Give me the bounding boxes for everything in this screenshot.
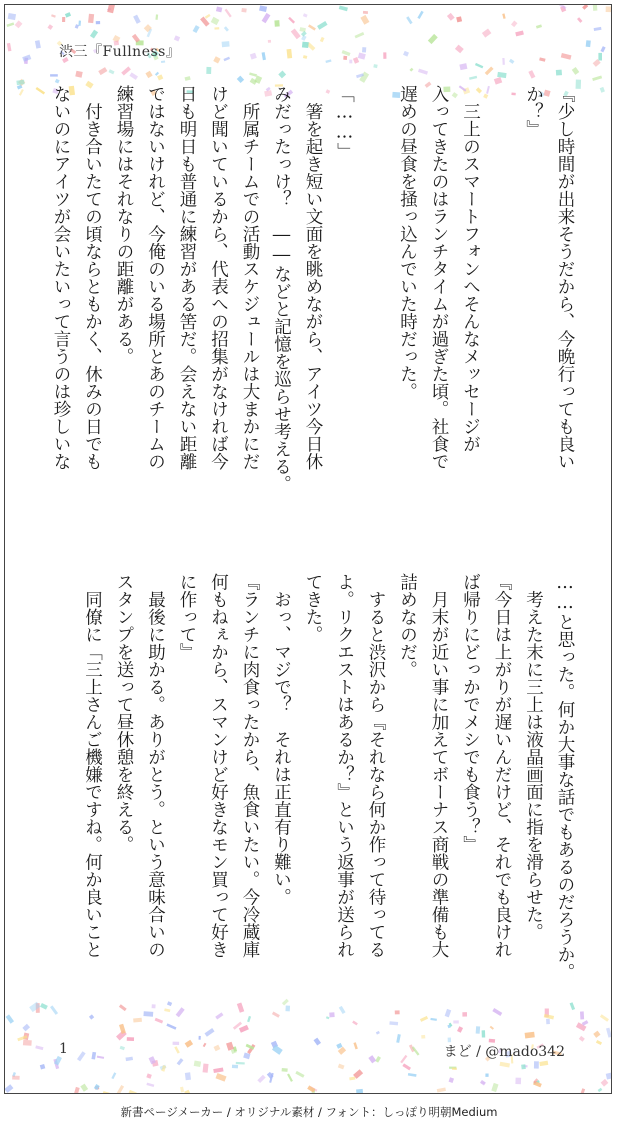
- confetti-piece: [203, 1063, 209, 1072]
- confetti-piece: [515, 30, 524, 36]
- confetti-piece: [237, 1003, 244, 1013]
- confetti-piece: [205, 1028, 215, 1037]
- confetti-piece: [174, 1046, 180, 1053]
- confetti-piece: [216, 6, 222, 12]
- confetti-piece: [75, 71, 82, 78]
- confetti-piece: [339, 1006, 346, 1014]
- text-column: 最後に助かる。ありがとう。という意味合いの: [145, 573, 166, 958]
- confetti-piece: [452, 1067, 457, 1070]
- confetti-piece: [525, 1032, 535, 1039]
- confetti-piece: [409, 68, 413, 72]
- confetti-piece: [593, 5, 598, 11]
- confetti-piece: [459, 63, 467, 70]
- confetti-piece: [329, 1012, 334, 1017]
- confetti-piece: [5, 1084, 13, 1093]
- confetti-piece: [600, 87, 605, 93]
- confetti-piece: [262, 13, 271, 23]
- confetti-piece: [185, 76, 191, 81]
- confetti-piece: [180, 1087, 184, 1093]
- confetti-piece: [376, 1031, 380, 1035]
- confetti-piece: [23, 1040, 32, 1046]
- confetti-piece: [185, 1040, 193, 1048]
- confetti-piece: [224, 26, 229, 31]
- confetti-piece: [88, 14, 94, 23]
- confetti-piece: [462, 1012, 467, 1016]
- confetti-piece: [257, 1075, 265, 1083]
- confetti-piece: [103, 1091, 110, 1093]
- confetti-piece: [65, 12, 71, 17]
- confetti-piece: [35, 1045, 43, 1050]
- confetti-piece: [272, 1011, 280, 1017]
- confetti-piece: [35, 40, 41, 49]
- confetti-piece: [579, 1036, 585, 1042]
- confetti-piece: [338, 1064, 345, 1070]
- confetti-piece: [200, 17, 209, 27]
- confetti-piece: [111, 1072, 116, 1079]
- confetti-piece: [155, 72, 159, 76]
- confetti-piece: [457, 1026, 463, 1033]
- confetti-piece: [342, 50, 351, 56]
- confetti-piece: [475, 63, 483, 68]
- confetti-piece: [287, 1073, 293, 1081]
- confetti-piece: [90, 30, 98, 39]
- confetti-piece: [356, 1089, 363, 1093]
- confetti-piece: [362, 47, 366, 52]
- confetti-piece: [12, 1076, 20, 1080]
- confetti-piece: [285, 1005, 290, 1011]
- confetti-piece: [325, 59, 331, 63]
- confetti-piece: [109, 69, 115, 74]
- text-column: 『今日は上がりが遅いんだけど、それでも良けれ: [492, 573, 512, 958]
- confetti-piece: [502, 13, 505, 19]
- confetti-piece: [55, 79, 60, 84]
- confetti-piece: [449, 1077, 454, 1083]
- confetti-piece: [339, 5, 348, 11]
- text-column: すると渋沢から『それなら何か作って待ってる: [366, 573, 386, 958]
- confetti-piece: [606, 6, 611, 12]
- text-column: に作って』: [177, 573, 197, 661]
- confetti-piece: [98, 67, 107, 75]
- confetti-piece: [497, 72, 506, 78]
- confetti-piece: [62, 17, 65, 22]
- confetti-piece: [582, 5, 588, 10]
- confetti-piece: [51, 14, 56, 18]
- confetti-piece: [494, 77, 502, 85]
- text-column: 『ランチに肉食ったから、魚食いたい。今冷蔵庫: [240, 573, 260, 958]
- confetti-piece: [125, 1057, 133, 1062]
- confetti-piece: [418, 69, 428, 75]
- confetti-piece: [456, 16, 462, 22]
- confetti-piece: [482, 1030, 486, 1037]
- confetti-piece: [74, 1087, 80, 1093]
- confetti-piece: [164, 1008, 170, 1012]
- confetti-piece: [40, 1064, 46, 1069]
- confetti-piece: [509, 59, 514, 64]
- confetti-piece: [15, 20, 23, 28]
- confetti-piece: [515, 1078, 521, 1085]
- confetti-piece: [206, 67, 211, 74]
- confetti-piece: [314, 1038, 321, 1046]
- confetti-piece: [302, 42, 309, 48]
- confetti-piece: [278, 71, 286, 79]
- text-column: 日も明日も普通に練習がある筈だ。会えない距離: [177, 85, 197, 470]
- confetti-piece: [176, 1007, 185, 1017]
- confetti-piece: [119, 1024, 126, 1034]
- confetti-piece: [262, 52, 266, 60]
- confetti-piece: [349, 1077, 355, 1081]
- confetti-piece: [373, 64, 377, 68]
- text-column: てきた。: [303, 573, 323, 643]
- confetti-piece: [223, 57, 230, 62]
- confetti-piece: [120, 1046, 125, 1050]
- text-column: 練習場にはそれなりの距離がある。: [114, 85, 134, 365]
- confetti-piece: [437, 1088, 446, 1093]
- confetti-piece: [117, 1085, 124, 1093]
- confetti-piece: [445, 1009, 452, 1017]
- confetti-piece: [213, 1067, 223, 1073]
- confetti-piece: [502, 58, 505, 65]
- confetti-piece: [598, 1088, 603, 1092]
- confetti-piece: [447, 13, 455, 21]
- text-column: 『少し時間が出来そうだから、今晩行っても良い: [555, 85, 575, 470]
- confetti-piece: [308, 24, 316, 30]
- confetti-piece: [511, 21, 517, 28]
- confetti-piece: [185, 1072, 191, 1080]
- text-column: 入ってきたのはランチタイムが過ぎた頃。社食で: [429, 85, 449, 470]
- confetti-piece: [539, 57, 545, 61]
- text-column: ではないけれど、今俺のいる場所とあのチームの: [145, 85, 166, 470]
- confetti-piece: [320, 37, 325, 42]
- confetti-piece: [8, 13, 16, 20]
- confetti-piece: [594, 27, 602, 31]
- confetti-piece: [226, 1042, 234, 1051]
- confetti-piece: [396, 1034, 401, 1043]
- confetti-piece: [193, 25, 200, 33]
- confetti-piece: [22, 54, 31, 61]
- confetti-piece: [303, 55, 307, 59]
- confetti-piece: [406, 16, 412, 24]
- confetti-piece: [492, 1008, 502, 1016]
- confetti-piece: [539, 1061, 548, 1066]
- confetti-piece: [225, 9, 232, 18]
- confetti-piece: [482, 29, 491, 38]
- confetti-piece: [40, 1003, 48, 1010]
- confetti-piece: [213, 56, 220, 63]
- confetti-piece: [91, 1052, 96, 1060]
- confetti-piece: [232, 1065, 238, 1069]
- confetti-piece: [600, 46, 605, 52]
- confetti-piece: [301, 31, 307, 37]
- confetti-piece: [133, 1018, 142, 1023]
- confetti-piece: [47, 24, 53, 30]
- confetti-piece: [259, 5, 267, 12]
- confetti-piece: [119, 1004, 127, 1011]
- confetti-piece: [355, 32, 365, 38]
- confetti-piece: [288, 17, 295, 24]
- confetti-piece: [205, 14, 211, 19]
- confetti-piece: [572, 67, 580, 75]
- confetti-piece: [403, 51, 409, 57]
- confetti-piece: [536, 24, 542, 28]
- confetti-piece: [107, 5, 115, 13]
- confetti-piece: [453, 1020, 459, 1023]
- tool-credit: 新書ページメーカー / オリジナル素材 / フォント：しっぽり明朝Medium: [120, 1105, 498, 1119]
- confetti-piece: [128, 1090, 136, 1093]
- confetti-piece: [78, 21, 81, 26]
- confetti-piece: [417, 11, 423, 19]
- confetti-piece: [343, 56, 347, 60]
- confetti-piece: [214, 1045, 221, 1052]
- text-column: 遅めの昼食を掻っ込んでいた時だった。: [397, 85, 418, 400]
- confetti-piece: [199, 1036, 201, 1040]
- confetti-piece: [363, 11, 368, 14]
- confetti-piece: [375, 1056, 381, 1063]
- confetti-piece: [326, 1016, 330, 1019]
- confetti-piece: [249, 72, 257, 76]
- confetti-piece: [291, 28, 301, 39]
- confetti-piece: [528, 70, 535, 79]
- confetti-piece: [129, 72, 138, 79]
- confetti-piece: [215, 1012, 223, 1019]
- confetti-piece: [268, 40, 271, 43]
- confetti-piece: [121, 66, 131, 75]
- text-column: よ。リクエストはあるか？』という返事が送られ: [334, 573, 355, 958]
- confetti-piece: [428, 34, 438, 44]
- confetti-piece: [22, 1024, 30, 1032]
- text-column: ……と思った。何か大事な話でもあるのだろうか。: [555, 573, 575, 981]
- confetti-piece: [534, 1061, 539, 1068]
- page-header-title: 渋三『Fullness』: [59, 44, 181, 60]
- text-column: か？』: [523, 85, 544, 138]
- text-column: 月末が近い事に加えてボーナス商戦の準備も大: [429, 573, 449, 958]
- confetti-piece: [50, 1005, 58, 1015]
- confetti-piece: [561, 53, 572, 60]
- confetti-piece: [421, 1035, 425, 1039]
- confetti-piece: [89, 1014, 94, 1019]
- confetti-piece: [430, 1018, 437, 1021]
- confetti-piece: [352, 1020, 358, 1025]
- confetti-piece: [353, 1042, 357, 1049]
- confetti-piece: [146, 1083, 154, 1087]
- book-page: [4, 4, 612, 1094]
- confetti-piece: [592, 75, 602, 81]
- confetti-piece: [395, 1010, 400, 1014]
- confetti-piece: [469, 76, 477, 80]
- confetti-piece: [127, 1037, 134, 1041]
- text-column: ば帰りにどっかでメシでも食う？』: [460, 573, 481, 853]
- confetti-piece: [287, 49, 293, 59]
- confetti-piece: [476, 1026, 480, 1033]
- confetti-piece: [389, 1021, 398, 1025]
- confetti-piece: [211, 17, 220, 25]
- confetti-piece: [282, 1068, 288, 1072]
- text-column: ないのにアイツが会いたいって言うのは珍しいな: [51, 85, 71, 470]
- confetti-piece: [203, 1043, 207, 1047]
- confetti-piece: [239, 1025, 249, 1033]
- confetti-piece: [455, 45, 464, 54]
- confetti-piece: [596, 1040, 602, 1045]
- confetti-piece: [236, 1062, 245, 1065]
- page-number: 1: [59, 1041, 68, 1057]
- confetti-piece: [80, 1084, 88, 1092]
- confetti-piece: [521, 1064, 526, 1069]
- text-column: 考えた末に三上は液晶画面に指を滑らせた。: [523, 573, 544, 941]
- confetti-piece: [598, 53, 602, 61]
- confetti-piece: [237, 76, 244, 83]
- confetti-piece: [184, 1090, 192, 1093]
- confetti-piece: [400, 1055, 407, 1063]
- confetti-piece: [606, 1073, 611, 1080]
- confetti-piece: [222, 41, 230, 47]
- confetti-piece: [485, 1073, 488, 1076]
- text-column: 三上のスマートフォンへそんなメッセージが: [460, 85, 481, 453]
- text-column: 同僚に「三上さんご機嫌ですね。何か良いこと: [82, 573, 103, 958]
- confetti-piece: [349, 60, 352, 64]
- confetti-piece: [500, 1062, 510, 1068]
- confetti-piece: [606, 1028, 611, 1038]
- confetti-piece: [19, 89, 24, 96]
- confetti-piece: [359, 72, 369, 83]
- confetti-piece: [96, 21, 100, 24]
- confetti-piece: [408, 1073, 417, 1077]
- confetti-piece: [491, 1083, 498, 1092]
- text-column: おっ、マジで？ それは正直有り難い。: [271, 573, 292, 906]
- confetti-piece: [593, 1031, 600, 1038]
- confetti-piece: [247, 1016, 251, 1022]
- confetti-piece: [485, 66, 494, 75]
- confetti-piece: [143, 1011, 153, 1016]
- text-column: スタンプを送って昼休憩を終える。: [114, 573, 134, 853]
- confetti-piece: [358, 53, 366, 60]
- confetti-piece: [50, 74, 58, 76]
- confetti-piece: [383, 52, 386, 58]
- text-column: 付き合いたての頃ならともかく、休みの日でも: [82, 85, 103, 470]
- confetti-piece: [580, 1088, 585, 1093]
- confetti-piece: [194, 1060, 201, 1067]
- confetti-piece: [216, 1073, 227, 1082]
- confetti-piece: [6, 1014, 14, 1023]
- confetti-piece: [303, 13, 308, 17]
- text-column: みだったっけ？ ――などと記憶を巡らせ考える。: [271, 85, 292, 493]
- confetti-piece: [511, 93, 515, 96]
- confetti-piece: [556, 70, 562, 76]
- author-credit: まど / @mado342: [443, 1044, 565, 1060]
- confetti-piece: [173, 1042, 180, 1045]
- confetti-piece: [295, 1071, 304, 1078]
- confetti-piece: [152, 1004, 156, 1008]
- confetti-piece: [601, 1079, 609, 1087]
- confetti-piece: [586, 40, 591, 47]
- confetti-piece: [317, 21, 327, 30]
- text-column: 何もねぇから、スマンけど好きなモン買って好き: [208, 573, 229, 958]
- confetti-piece: [75, 24, 79, 29]
- confetti-piece: [166, 1023, 176, 1029]
- confetti-piece: [577, 17, 582, 23]
- confetti-piece: [146, 1073, 152, 1078]
- confetti-piece: [368, 1055, 376, 1063]
- confetti-piece: [133, 15, 141, 24]
- text-column: 箸を起き短い文面を眺めながら、アイツ今日休: [303, 85, 323, 470]
- confetti-piece: [16, 80, 24, 86]
- confetti-piece: [580, 1011, 584, 1019]
- confetti-piece: [299, 27, 305, 32]
- confetti-piece: [77, 1051, 86, 1061]
- text-column: けど聞いているから、代表への招集がなければ今: [208, 85, 229, 470]
- confetti-piece: [7, 22, 15, 27]
- confetti-piece: [600, 1014, 609, 1022]
- text-column: 所属チームでの活動スケジュールは大まかにだ: [240, 85, 260, 470]
- confetti-piece: [402, 1063, 411, 1070]
- confetti-piece: [177, 1058, 184, 1065]
- confetti-piece: [155, 1018, 164, 1024]
- confetti-piece: [420, 1016, 428, 1022]
- confetti-piece: [94, 1084, 100, 1090]
- confetti-piece: [490, 1026, 494, 1030]
- confetti-piece: [145, 71, 152, 78]
- confetti-piece: [360, 15, 369, 25]
- confetti-piece: [7, 43, 12, 52]
- confetti-piece: [214, 27, 219, 30]
- confetti-piece: [570, 1002, 576, 1010]
- confetti-piece: [97, 1056, 104, 1059]
- confetti-piece: [157, 74, 163, 80]
- confetti-piece: [241, 8, 246, 12]
- confetti-piece: [546, 1019, 550, 1024]
- text-column: 詰めなのだ。: [397, 573, 418, 678]
- confetti-piece: [155, 14, 158, 20]
- confetti-piece: [250, 53, 257, 60]
- text-column: 「……」: [334, 85, 355, 160]
- confetti-piece: [274, 20, 279, 27]
- confetti-piece: [353, 57, 359, 64]
